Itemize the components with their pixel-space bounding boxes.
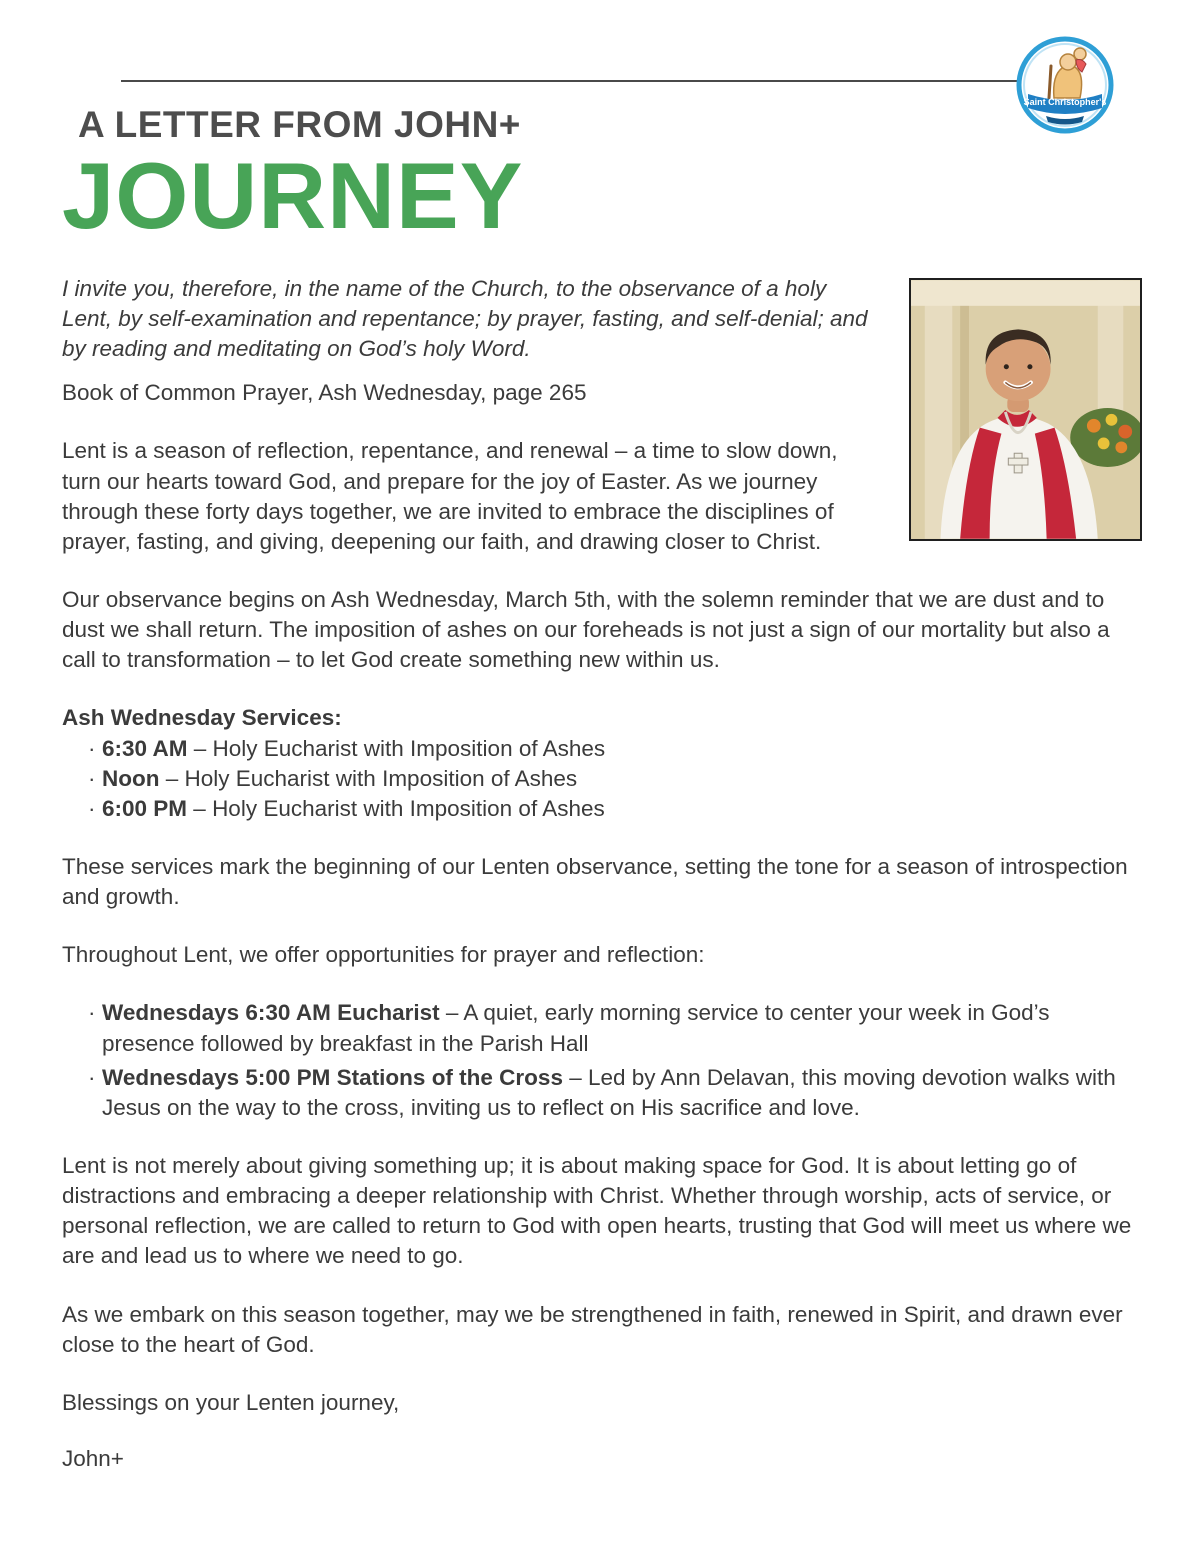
closing-line: Blessings on your Lenten journey, <box>62 1389 400 1415</box>
services-heading: Ash Wednesday Services: <box>62 705 342 731</box>
opportunity-item-stations <box>62 1063 1142 1123</box>
service-desc: – Holy Eucharist with Imposition of Ashes <box>187 735 606 761</box>
service-time: Noon <box>102 765 160 791</box>
paragraph-opportunities-intro: Throughout Lent, we offer opportunities for prayer and reflection: <box>62 942 705 968</box>
saint-christophers-badge-icon <box>1016 36 1114 134</box>
bullet-dot: · <box>88 765 96 791</box>
quote-paragraph: I invite you, therefore, in the name of the Church, to the observance of a holy Lent, by self-examination and repentance; by prayer, fasting, and self-denial; and by reading and meditating on God’s holy Word. <box>62 275 868 362</box>
bullet-dot: · <box>88 1064 96 1090</box>
church-logo <box>1016 36 1114 134</box>
paragraph-services-note: These services mark the beginning of our Lenten observance, setting the tone for a season of introspection and growth. <box>62 853 1128 910</box>
paragraph-observance: Our observance begins on Ash Wednesday, March 5th, with the solemn reminder that we are dust and to dust we shall return. The imposition of ashes on our foreheads is not just a sign of our mortality but also a call to transformation – to let God create something new within us. <box>62 587 1110 673</box>
opportunities-list <box>62 998 1142 1123</box>
service-item-noon <box>62 764 1142 794</box>
signature: John+ <box>62 1445 124 1471</box>
letter-body <box>0 244 1200 1474</box>
bullet-dot: · <box>88 1000 96 1026</box>
opportunity-title: Wednesdays 6:30 AM Eucharist <box>102 1000 440 1026</box>
quote-attribution: Book of Common Prayer, Ash Wednesday, page 265 <box>62 380 587 406</box>
opportunity-desc: – Led by Ann Delavan, this moving devotion walks with Jesus on the way to the cross, inviting us to reflect on His sacrifice and love. <box>102 1064 1116 1120</box>
service-desc: – Holy Eucharist with Imposition of Ashes <box>187 795 605 821</box>
page-title: JOURNEY <box>62 143 524 248</box>
services-list <box>62 734 1142 824</box>
paragraph-season-together: As we embark on this season together, may we be strengthened in faith, renewed in Spirit, and drawn ever close to the heart of God. <box>62 1301 1123 1357</box>
opportunity-title: Wednesdays 5:00 PM Stations of the Cross <box>102 1064 563 1090</box>
service-time: 6:30 AM <box>102 735 188 761</box>
service-item-600pm <box>62 794 1142 824</box>
service-item-630am <box>62 734 1142 764</box>
logo-text: Saint Christopher's <box>1023 97 1107 107</box>
bullet-dot: · <box>88 735 96 761</box>
opportunity-item-eucharist <box>62 998 1142 1058</box>
priest-photo-image <box>911 280 1140 539</box>
top-divider <box>121 80 1102 82</box>
opportunity-desc: – A quiet, early morning service to center your week in God’s presence followed by breakfast in the Parish Hall <box>102 1000 1050 1056</box>
letter-kicker: A LETTER FROM JOHN+ <box>78 104 521 145</box>
service-desc: – Holy Eucharist with Imposition of Ashes <box>159 765 578 791</box>
bullet-dot: · <box>88 795 96 821</box>
paragraph-lent-season: Lent is a season of reflection, repentance, and renewal – a time to slow down, turn our hearts toward God, and prepare for the joy of Easter. As we journey through these forty days together, we are invited to embrace the disciplines of prayer, fasting, and giving, deepening our faith, and drawing closer to Christ. <box>62 438 838 554</box>
priest-photo <box>909 278 1142 541</box>
paragraph-lent-meaning: Lent is not merely about giving something up; it is about making space for God. It is about letting go of distractions and embracing a deeper relationship with Christ. Whether through worship, acts of service, or personal reflection, we are called to return to God with open hearts, trusting that God will meet us where we are and lead us to where we need to go. <box>62 1152 1132 1269</box>
service-time: 6:00 PM <box>102 795 188 821</box>
